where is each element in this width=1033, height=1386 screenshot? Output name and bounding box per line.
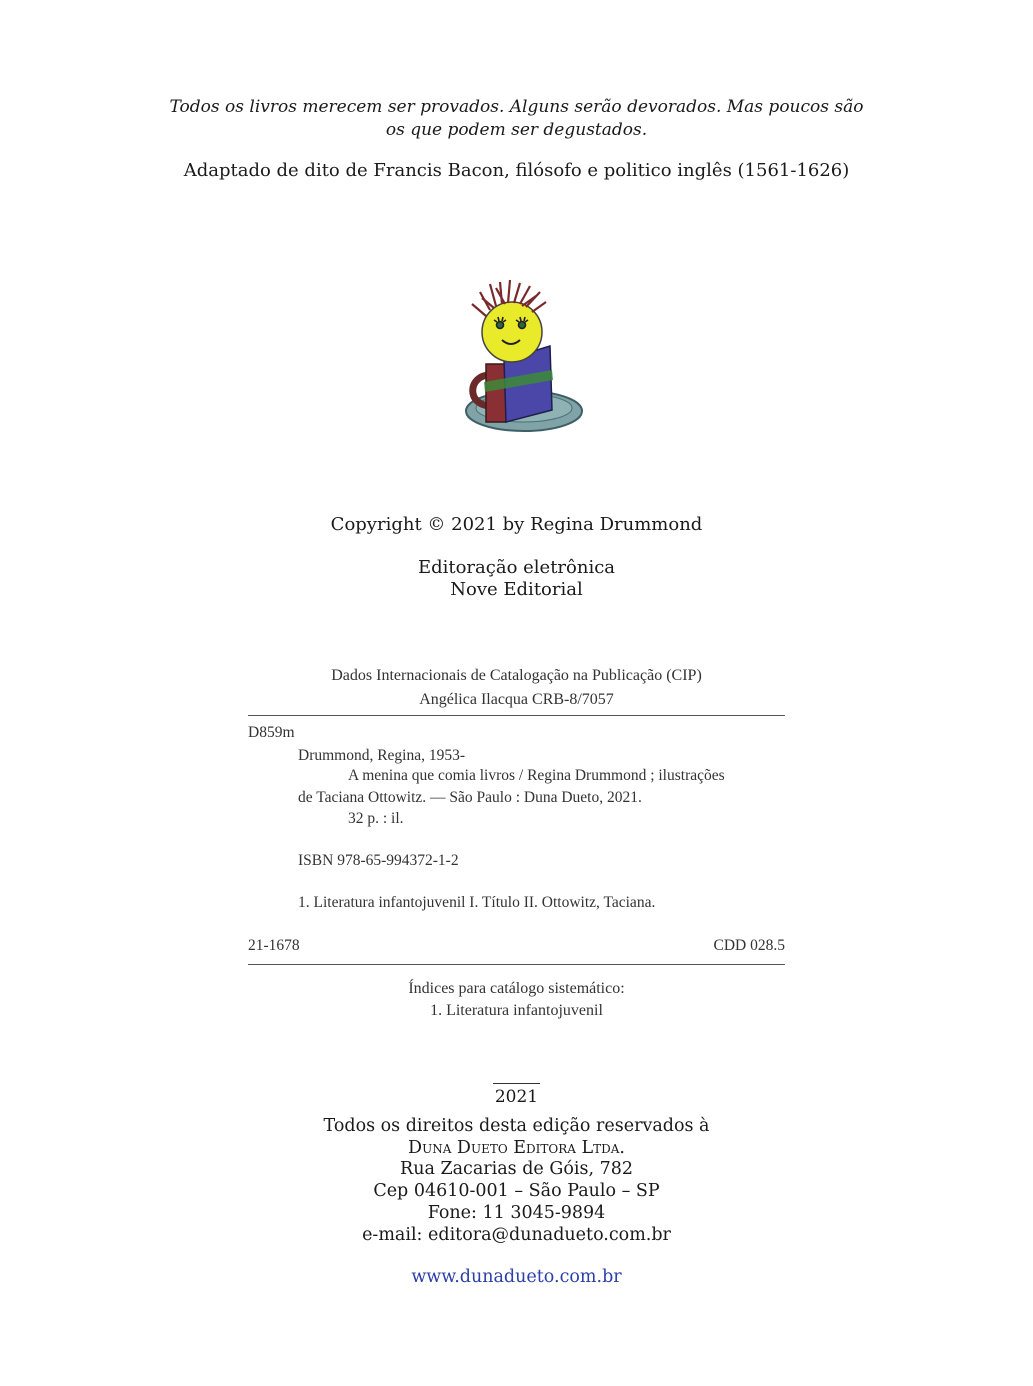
- publisher-cep: Cep 04610-001 – São Paulo – SP: [373, 1181, 660, 1202]
- cip-header-title: Dados Internacionais de Catalogação na Publicação (CIP): [331, 667, 702, 684]
- publisher-name: Duna Dueto Editora Ltda.: [408, 1137, 625, 1158]
- edition-year-value: 2021: [493, 1083, 540, 1107]
- epigraph-attribution: Adaptado de dito de Francis Bacon, filósofo e politico inglês (1561-1626): [183, 160, 850, 181]
- epigraph-line-2: os que podem ser degustados.: [385, 120, 648, 140]
- cip-header-librarian: Angélica Ilacqua CRB-8/7057: [419, 691, 614, 708]
- cip-top-rule: [248, 715, 785, 716]
- publisher-address: Rua Zacarias de Góis, 782: [400, 1159, 633, 1180]
- edition-year: [0, 1083, 1033, 1107]
- cip-title-line-2: de Taciana Ottowitz. — São Paulo : Duna Dueto, 2021.: [298, 789, 642, 806]
- girl-reading-book-illustration: [460, 280, 590, 440]
- cip-title-line-1: A menina que comia livros / Regina Drummond ; ilustrações: [348, 767, 725, 784]
- systematic-index-item: 1. Literatura infantojuvenil: [430, 1002, 603, 1019]
- publisher-email: e-mail: editora@dunadueto.com.br: [362, 1224, 671, 1245]
- cip-pages: 32 p. : il.: [348, 810, 404, 827]
- cip-subjects: 1. Literatura infantojuvenil I. Título II. Ottowitz, Taciana.: [298, 894, 656, 911]
- systematic-index-label: Índices para catálogo sistemático:: [408, 980, 625, 997]
- cip-header: [248, 664, 785, 712]
- editoracao-name: Nove Editorial: [450, 579, 583, 600]
- cip-cdd: CDD 028.5: [713, 937, 785, 954]
- rights-statement: Todos os direitos desta edição reservados à: [323, 1116, 710, 1136]
- systematic-index: [248, 978, 785, 1022]
- cip-bottom-rule: [248, 964, 785, 965]
- publisher-phone: Fone: 11 3045-9894: [427, 1202, 606, 1223]
- cip-code: D859m: [248, 724, 295, 741]
- epigraph-line-1: Todos os livros merecem ser provados. Alguns serão devorados. Mas poucos são: [169, 97, 864, 117]
- publisher-website-link[interactable]: www.dunadueto.com.br: [411, 1267, 622, 1287]
- cip-isbn: ISBN 978-65-994372-1-2: [298, 852, 459, 869]
- editoracao-label: Editoração eletrônica: [417, 557, 616, 578]
- cip-author: Drummond, Regina, 1953-: [298, 747, 466, 764]
- copyright-notice: Copyright © 2021 by Regina Drummond: [330, 514, 703, 535]
- rights-block: [0, 1116, 1033, 1246]
- editoracao-block: [0, 557, 1033, 601]
- epigraph: [0, 96, 1033, 142]
- cip-control-number: 21-1678: [248, 937, 300, 954]
- cip-record: [248, 722, 785, 954]
